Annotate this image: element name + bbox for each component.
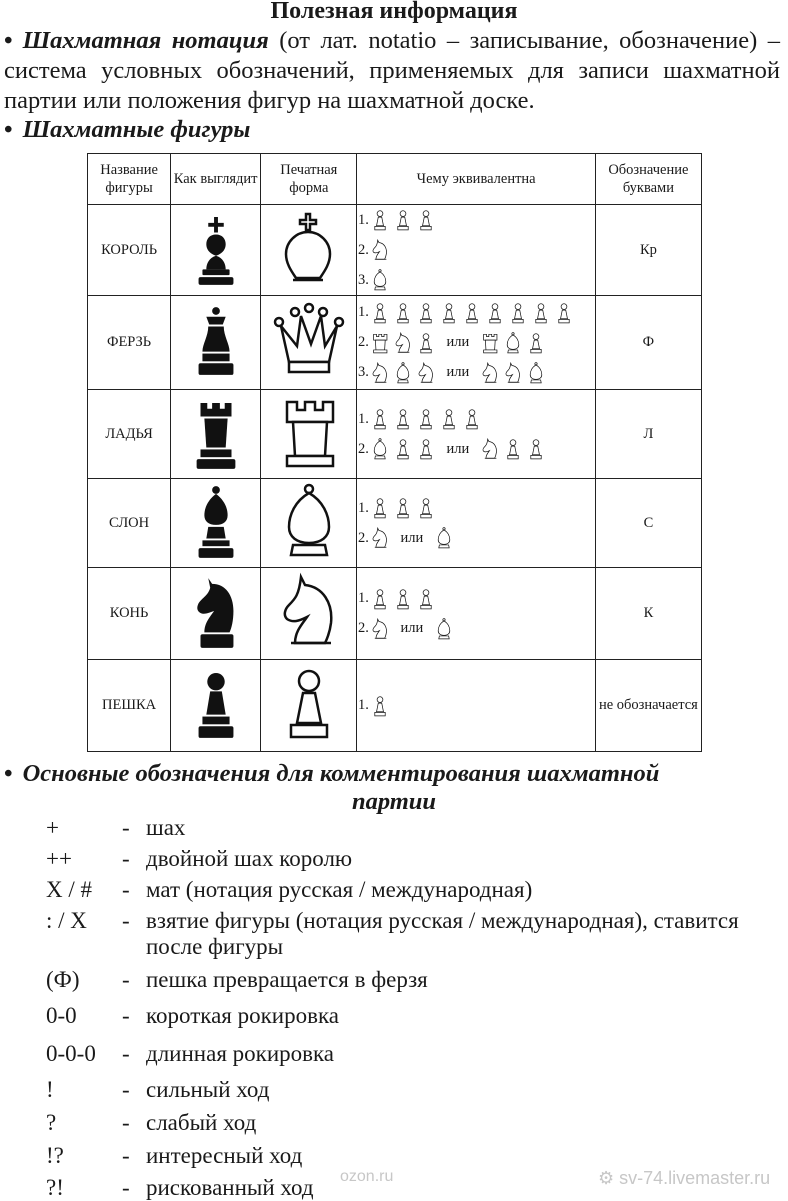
equivalent-number: 1. [358, 697, 369, 713]
pawn-mini-icon [502, 436, 524, 462]
watermark-livemaster-text: sv-74.livemaster.ru [619, 1168, 771, 1188]
notation-description: мат (нотация русская / международная) [146, 877, 533, 902]
pawn-mini-icon [369, 300, 391, 326]
equivalent-line [357, 584, 594, 614]
equivalent-line [357, 691, 594, 721]
pawn-mini-icon [369, 586, 391, 612]
piece-row [88, 660, 702, 752]
pawn-mini-icon [369, 495, 391, 521]
bishop-mini-icon [369, 267, 391, 293]
rook-mini-icon [369, 330, 391, 356]
piece-letter: не обозначается [595, 660, 701, 752]
piece-equivalent [357, 479, 595, 568]
piece-row [88, 568, 702, 660]
equivalent-number: 1. [358, 304, 369, 320]
equivalent-number: 1. [358, 211, 369, 228]
notation-symbol: ++ [46, 846, 72, 871]
equivalent-line [357, 328, 594, 358]
notation-symbol: : / X [46, 908, 87, 933]
notation-symbol: + [46, 815, 59, 840]
pawn-mini-icon [461, 300, 483, 326]
knight-mini-icon [392, 330, 414, 356]
bullet: • [4, 27, 13, 54]
piece-print-form [261, 390, 357, 479]
knight-mini-icon [369, 525, 391, 551]
header-look: Как выглядит [171, 154, 261, 205]
bishop-mini-icon [433, 525, 455, 551]
piece-look [171, 479, 261, 568]
header-name: Название фигуры [88, 154, 171, 205]
notation-dash: - [122, 815, 130, 840]
or-word: или [446, 364, 470, 380]
piece-look [171, 660, 261, 752]
pawn-mini-icon [415, 300, 437, 326]
intro-paragraph [4, 26, 780, 116]
piece-equivalent [357, 390, 595, 479]
piece-letter: Л [595, 390, 701, 479]
notation-dash: - [122, 1041, 130, 1066]
pawn-outline-icon [271, 663, 347, 743]
pawn-mini-icon [484, 300, 506, 326]
piece-print-form [261, 660, 357, 752]
pawn-mini-icon [525, 330, 547, 356]
notation-description: короткая рокировка [146, 1003, 339, 1028]
pawn-mini-icon [507, 300, 529, 326]
equivalent-number: 2. [358, 529, 369, 546]
notation-dash: - [122, 877, 130, 902]
section-comments-title-1: Основные обозначения для комментирования шахматной [22, 760, 660, 787]
pawn-mini-icon [392, 495, 414, 521]
notation-dash: - [122, 1143, 130, 1168]
equivalent-line [357, 404, 594, 434]
piece-name: ФЕРЗЬ [88, 296, 171, 390]
equivalent-number: 2. [358, 440, 369, 457]
notation-description: слабый ход [146, 1110, 257, 1135]
piece-look [171, 296, 261, 390]
equivalent-number: 1. [358, 590, 369, 606]
notation-description: длинная рокировка [146, 1041, 335, 1066]
knight-mini-icon [502, 360, 524, 386]
notation-dash: - [122, 908, 130, 933]
bishop-mini-icon [502, 330, 524, 356]
piece-equivalent [357, 296, 595, 390]
notation-symbol: 0-0 [46, 1003, 77, 1028]
queen-outline-icon [271, 300, 347, 380]
pawn-mini-icon [415, 495, 437, 521]
piece-letter: Кр [595, 205, 701, 296]
piece-row [88, 390, 702, 479]
bishop-mini-icon [525, 360, 547, 386]
equivalent-number: 1. [358, 499, 369, 516]
bishop-black-icon [185, 481, 247, 561]
piece-look [171, 205, 261, 296]
pawn-mini-icon [392, 406, 414, 432]
notation-dash: - [122, 967, 130, 992]
notation-symbol: ?! [46, 1175, 64, 1200]
pawn-mini-icon [369, 207, 391, 233]
or-word: или [400, 529, 424, 546]
pawn-black-icon [185, 663, 247, 743]
pawn-mini-icon [415, 330, 437, 356]
pawn-mini-icon [415, 586, 437, 612]
equivalent-number: 3. [358, 364, 369, 380]
equivalent-line [357, 298, 594, 328]
piece-equivalent [357, 660, 595, 752]
pieces-table [87, 153, 702, 752]
pawn-mini-icon [415, 207, 437, 233]
bullet: • [4, 116, 13, 143]
piece-name: ПЕШКА [88, 660, 171, 752]
piece-equivalent [357, 568, 595, 660]
header-print: Печатная форма [261, 154, 357, 205]
notation-description: пешка превращается в ферзя [146, 967, 428, 992]
equivalent-line [357, 614, 594, 644]
notation-symbol: !? [46, 1143, 64, 1168]
piece-print-form [261, 479, 357, 568]
piece-name: ЛАДЬЯ [88, 390, 171, 479]
pawn-mini-icon [392, 586, 414, 612]
bishop-mini-icon [392, 360, 414, 386]
pawn-mini-icon [415, 436, 437, 462]
bullet: • [4, 760, 13, 787]
knight-mini-icon [369, 616, 391, 642]
equivalent-line [357, 205, 594, 235]
pawn-mini-icon [553, 300, 575, 326]
knight-mini-icon [479, 360, 501, 386]
notation-dash: - [122, 1077, 130, 1102]
piece-row [88, 479, 702, 568]
queen-black-icon [185, 300, 247, 380]
bishop-mini-icon [369, 436, 391, 462]
piece-print-form [261, 568, 357, 660]
notation-term: Шахматная нотация [22, 27, 269, 54]
knight-outline-icon [271, 571, 347, 651]
equivalent-line [357, 523, 594, 553]
pawn-mini-icon [392, 300, 414, 326]
piece-name: КОРОЛЬ [88, 205, 171, 296]
equivalent-line [357, 358, 594, 388]
knight-mini-icon [415, 360, 437, 386]
header-letter: Обозначение буквами [595, 154, 701, 205]
piece-name: КОНЬ [88, 568, 171, 660]
rook-black-icon [185, 392, 247, 472]
king-black-icon [185, 208, 247, 288]
notation-dash: - [122, 1003, 130, 1028]
knight-mini-icon [369, 360, 391, 386]
or-word: или [446, 440, 470, 457]
notation-dash: - [122, 1110, 130, 1135]
page-title: Полезная информация [270, 0, 518, 24]
notation-symbol: ! [46, 1077, 54, 1102]
section-comments-heading [4, 760, 784, 816]
section-comments-title-2: партии [351, 788, 437, 815]
piece-look [171, 568, 261, 660]
or-word: или [400, 620, 424, 636]
notation-symbol: X / # [46, 877, 92, 902]
pawn-mini-icon [438, 300, 460, 326]
knight-mini-icon [369, 237, 391, 263]
or-word: или [446, 334, 470, 350]
piece-row [88, 205, 702, 296]
pawn-mini-icon [525, 436, 547, 462]
piece-row [88, 296, 702, 390]
pawn-mini-icon [392, 436, 414, 462]
equivalent-number: 2. [358, 620, 369, 636]
equivalent-number: 2. [358, 334, 369, 350]
pawn-mini-icon [438, 406, 460, 432]
pawn-mini-icon [415, 406, 437, 432]
gear-icon: ⚙ [598, 1168, 620, 1188]
table-header-row [88, 154, 702, 205]
pawn-mini-icon [369, 406, 391, 432]
piece-letter: К [595, 568, 701, 660]
notation-description: рискованный ход [146, 1175, 314, 1200]
notation-dash: - [122, 846, 130, 871]
bishop-outline-icon [271, 481, 347, 561]
watermark-livemaster [598, 1168, 770, 1189]
header-equivalent: Чему эквивалентна [357, 154, 595, 205]
notation-description: сильный ход [146, 1077, 270, 1102]
section-pieces-heading [4, 115, 250, 145]
notation-description: интересный ход [146, 1143, 303, 1168]
piece-print-form [261, 296, 357, 390]
piece-look [171, 390, 261, 479]
pawn-mini-icon [369, 693, 391, 719]
piece-name: СЛОН [88, 479, 171, 568]
pawn-mini-icon [392, 207, 414, 233]
equivalent-line [357, 235, 594, 265]
notation-description: шах [146, 815, 186, 840]
piece-equivalent [357, 205, 595, 296]
equivalent-number: 1. [358, 410, 369, 427]
equivalent-number: 2. [358, 241, 369, 258]
equivalent-line [357, 434, 594, 464]
notation-symbol: ? [46, 1110, 57, 1135]
notation-symbol: (Ф) [46, 967, 80, 992]
pawn-mini-icon [530, 300, 552, 326]
pawn-mini-icon [461, 406, 483, 432]
rook-mini-icon [479, 330, 501, 356]
piece-print-form [261, 205, 357, 296]
piece-letter: Ф [595, 296, 701, 390]
rook-outline-icon [271, 392, 347, 472]
watermark-ozon: ozon.ru [340, 1168, 394, 1185]
notation-definition: (от лат. notatio – записывание, обозначение) – система условных обозначений, применяемых для записи шахматной партии или положения фигур на шахматной доске. [4, 27, 780, 114]
knight-mini-icon [479, 436, 501, 462]
notation-dash: - [122, 1175, 130, 1200]
knight-black-icon [185, 571, 247, 651]
notation-description: двойной шах королю [146, 846, 353, 871]
equivalent-number: 3. [358, 271, 369, 288]
bishop-mini-icon [433, 616, 455, 642]
section-pieces-title: Шахматные фигуры [22, 116, 251, 143]
king-outline-icon [271, 208, 347, 288]
equivalent-line [357, 265, 594, 295]
notation-symbol: 0-0-0 [46, 1041, 96, 1066]
piece-letter: С [595, 479, 701, 568]
equivalent-line [357, 493, 594, 523]
notation-description: взятие фигуры (нотация русская / международная), ставится после фигуры [146, 908, 739, 959]
